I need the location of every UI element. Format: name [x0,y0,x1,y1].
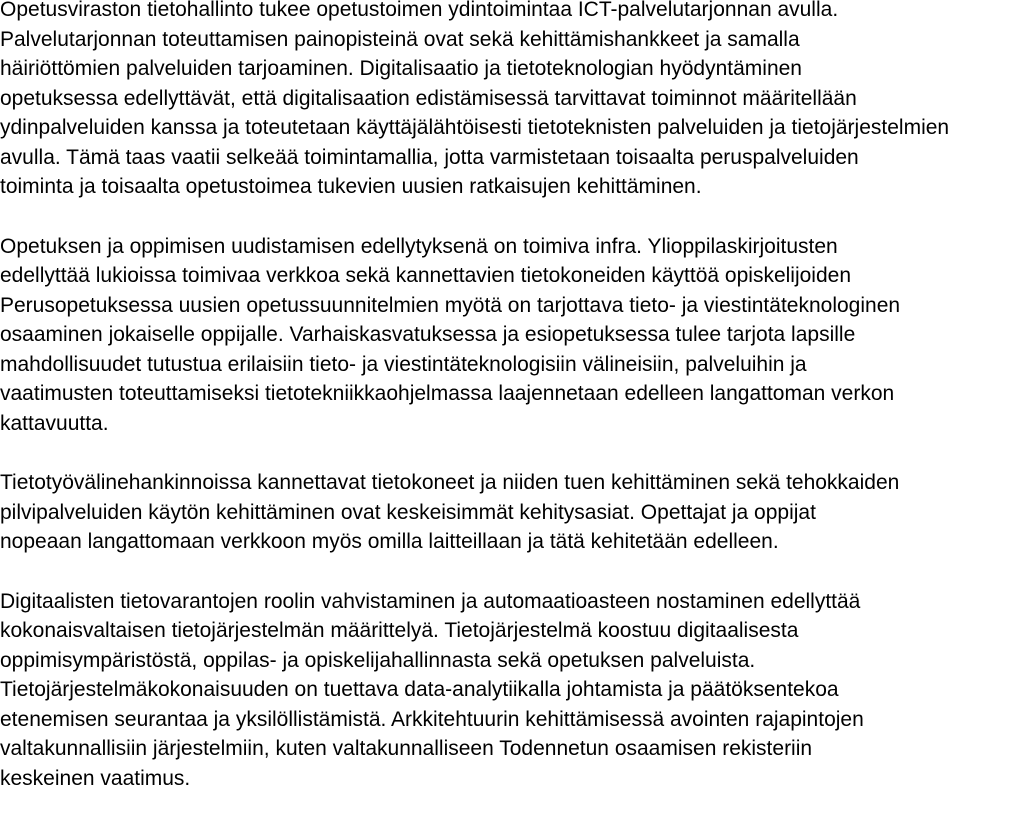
text-line: valtakunnallisiin järjestelmiin, kuten valtakunnalliseen Todennetun osaamisen rekisteriin [0,737,813,760]
paragraph-4 [0,587,1024,794]
text-line: avulla. Tämä taas vaatii selkeää toimintamallia, jotta varmistetaan toisaalta peruspalveluiden [0,145,859,169]
text-line: Palvelutarjonnan toteuttamisen painopisteinä ovat sekä kehittämishankkeet ja samalla [0,27,800,51]
text-line: nopeaan langattomaan verkkoon myös omilla laitteillaan ja tätä kehitetään edelleen. [0,530,779,553]
text-line: kattavuutta. [0,411,109,435]
text-line: Tietotyövälinehankinnoissa kannettavat tietokoneet ja niiden tuen kehittäminen sekä tehokkaiden [0,471,900,494]
text-line: vaatimusten toteuttamiseksi tietotekniikkaohjelmassa laajennetaan edelleen langattoman verkon [0,382,895,405]
text-line: edellyttää lukioissa toimivaa verkkoa sekä kannettavien tietokoneiden käyttöä opiskelijoiden [0,264,852,287]
text-line: opetuksessa edellyttävät, että digitalisaation edistämisessä tarvittavat toiminnot määritellään [0,86,857,110]
text-line: Opetusviraston tietohallinto tukee opetustoimen ydintoimintaa ICT-palvelutarjonnan avulla. [0,0,839,21]
text-line: toiminta ja toisaalta opetustoimea tukevien uusien ratkaisujen kehittäminen. [0,175,702,198]
text-line: kokonaisvaltaisen tietojärjestelmän määrittelyä. Tietojärjestelmä koostuu digitaalisesta [0,619,799,642]
paragraph-1 [0,0,1024,202]
text-line: mahdollisuudet tutustua erilaisiin tieto- ja viestintäteknologisiin välineisiin, palveluihin ja [0,352,807,376]
text-line: ydinpalveluiden kanssa ja toteutetaan käyttäjälähtöisesti tietoteknisten palveluiden ja tietojärjestelmien [0,116,950,139]
text-line: Digitaalisten tietovarantojen roolin vahvistaminen ja automaatioasteen nostaminen edellyttää [0,589,861,613]
paragraph-2 [0,232,1024,439]
text-line: keskeinen vaatimus. [0,766,191,790]
paragraph-3 [0,468,1024,557]
text-line: osaaminen jokaiselle oppijalle. Varhaiskasvatuksessa ja esiopetuksessa tulee tarjota lapsille [0,323,856,346]
text-line: Perusopetuksessa uusien opetussuunnitelmien myötä on tarjottava tieto- ja viestintäteknologinen [0,293,901,317]
text-line: häiriöttömien palveluiden tarjoaminen. Digitalisaatio ja tietoteknologian hyödyntäminen [0,57,802,80]
text-line: pilvipalveluiden käytön kehittäminen ovat keskeisimmät kehitysasiat. Opettajat ja oppijat [0,500,816,524]
text-line: etenemisen seurantaa ja yksilöllistämistä. Arkkitehtuurin kehittämisessä avointen rajapintojen [0,707,864,731]
text-line: Opetuksen ja oppimisen uudistamisen edellytyksenä on toimiva infra. Ylioppilaskirjoitusten [0,234,838,258]
text-line: Tietojärjestelmäkokonaisuuden on tuettava data-analytiikalla johtamista ja päätöksentekoa [0,678,839,701]
text-line: oppimisympäristöstä, oppilas- ja opiskelijahallinnasta sekä opetuksen palveluista. [0,648,756,672]
